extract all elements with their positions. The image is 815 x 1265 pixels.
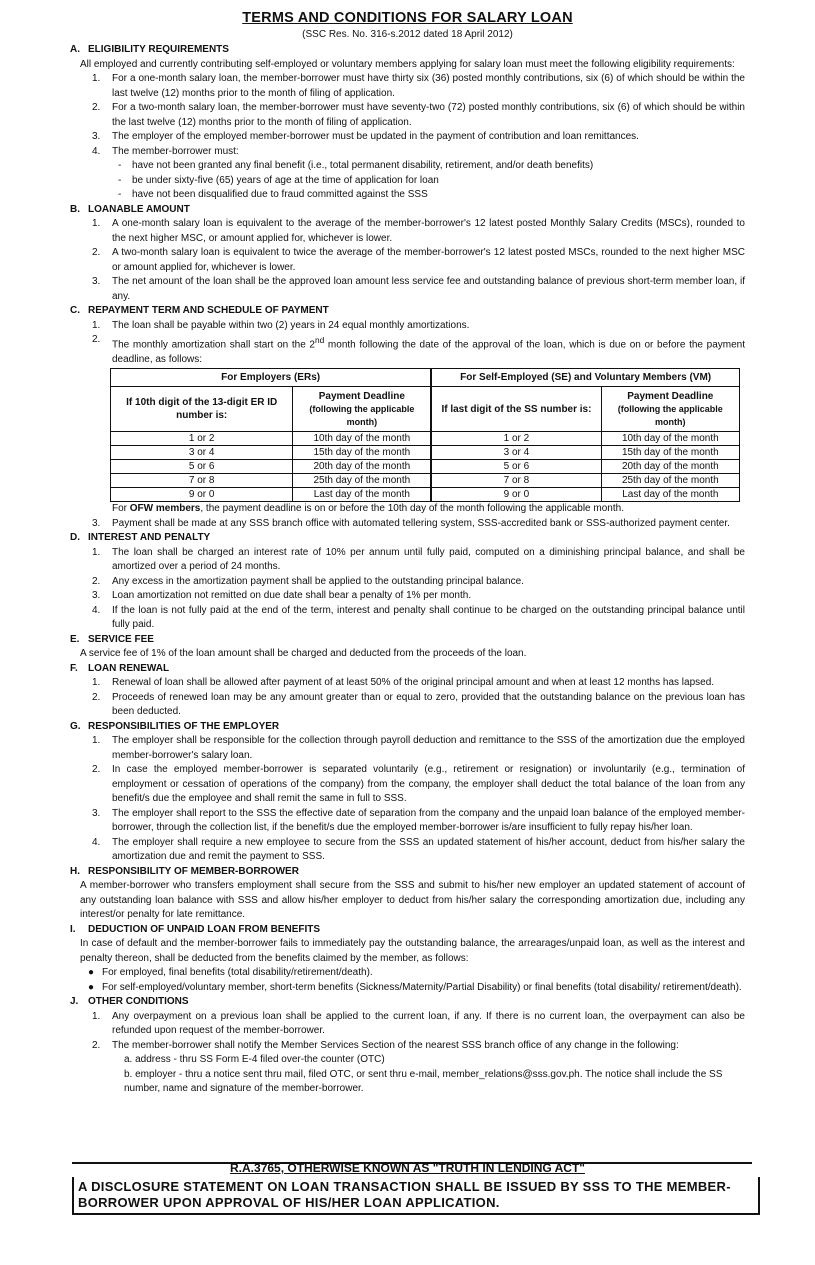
payment-schedule-table [110, 368, 740, 502]
list-item: - be under sixty-five (65) years of age at the time of application for loan [118, 174, 439, 186]
section-d-heading: D. INTEREST AND PENALTY [70, 532, 211, 544]
section-a-list [70, 72, 745, 159]
column-header-se-digit: If last digit of the SS number is: [431, 387, 601, 432]
section-c-list-cont [70, 517, 745, 532]
section-c-heading: C. REPAYMENT TERM AND SCHEDULE OF PAYMENT [70, 305, 329, 316]
section-e-text: A service fee of 1% of the loan amount shall be charged and deducted from the proceeds of the loan. [80, 648, 527, 660]
document-subtitle: (SSC Res. No. 316-s.2012 dated 18 April 2012) [302, 29, 513, 40]
list-item: 3. Payment shall be made at any SSS branch office with automated tellering system, SSS-accredited bank or SSS-authorized payment center. [92, 517, 730, 529]
section-j-list [70, 1010, 745, 1054]
list-item: 1. Any overpayment on a previous loan shall be applied to the current loan, if any. If there is no current loan, the overpayment can also be refunded upon request of the member-borrower. [92, 1010, 745, 1037]
section-j-sublist [70, 1053, 745, 1097]
section-d-list [70, 546, 745, 633]
section-c-list [70, 319, 745, 368]
list-item: 1. Renewal of loan shall be allowed after payment of at least 50% of the original principal amount and when at least 12 months has lapsed. [92, 677, 715, 689]
table-row: 7 or 8 25th day of the month 7 or 8 25th day of the month [111, 474, 740, 488]
section-a-intro: All employed and currently contributing self-employed or voluntary members applying for salary loan must meet the following eligibility requirements: [80, 58, 735, 70]
list-item: 2. The monthly amortization shall start on the 2nd month following the date of the approval of the loan, which is due on or before the payment deadline, as follows: [92, 334, 745, 365]
section-b-heading: B. LOANABLE AMOUNT [70, 203, 190, 215]
list-item: 1. For a one-month salary loan, the member-borrower must have thirty six (36) posted monthly contributions, six (6) of which should be within the last twelve (12) months prior to the month of filing of application. [92, 73, 745, 99]
column-header-deadline: Payment Deadline (following the applicable month) [601, 387, 739, 432]
section-h-text: A member-borrower who transfers employment shall secure from the SSS and submit to his/her new employer an updated statement of account of any outstanding loan balance with SSS and allow his/her employer to deduct from his/her salary the corresponding amortization due, including any interest/or penalty for late remittance. [80, 880, 745, 921]
list-item: ● For self-employed/voluntary member, short-term benefits (Sickness/Maternity/Partial Disability) or final benefits (total disability/ retirement/death). [88, 981, 742, 993]
list-item: 4. The member-borrower must: [92, 145, 239, 157]
list-item: 2. The member-borrower shall notify the Member Services Section of the nearest SSS branch office of any change in the following: [92, 1039, 679, 1051]
list-item: a. address - thru SS Form E-4 filed over-the counter (OTC) [124, 1054, 385, 1066]
section-i-heading: I. DEDUCTION OF UNPAID LOAN FROM BENEFITS [70, 923, 321, 935]
list-item: 2. In case the employed member-borrower is separated voluntarily (e.g., retirement or resignation) or involuntarily (e.g., termination of employment or cessation of operations of the company) from the company, the employer shall deduct the total balance of the loan from any benefit/s due the employee and shall remit the same in full to SSS. [92, 764, 745, 805]
list-item: 2. For a two-month salary loan, the member-borrower must have seventy-two (72) posted monthly contributions, six (6) of which should be within the last twelve (12) months prior to the month of filing of application. [92, 102, 745, 128]
section-i-text: In case of default and the member-borrower fails to immediately pay the outstanding balance, the arrearages/unpaid loan, as well as the interest and penalty thereon, shall be deducted from the benefits claimed by the member, as follows: [80, 938, 745, 964]
list-item: 1. The employer shall be responsible for the collection through payroll deduction and remittance to the SSS of the amortization due the employed member-borrower's salary loan. [92, 735, 745, 761]
list-item: 4. The employer shall require a new employee to secure from the SSS an updated statement of his/her account, deduct from his/her salary the amortization due and remit the payment to SSS. [92, 836, 745, 863]
column-header-er-digit: If 10th digit of the 13-digit ER ID number is: [111, 387, 293, 432]
list-item: b. employer - thru a notice sent thru mail, filed OTC, or sent thru e-mail, member_relations@sss.gov.ph. The notice shall include the SS number, name and signature of the member-borrower. [124, 1068, 723, 1095]
list-item: 3. The employer shall report to the SSS the effective date of separation from the company and the unpaid loan balance of the employed member-borrower, through the collection list, if the benefit/s due the employed member-borrower is/are insufficient to fully repay his/her loan. [92, 807, 745, 834]
section-f-list [70, 676, 745, 720]
list-item: - have not been granted any final benefit (i.e., total permanent disability, retirement, and/or death benefits) [118, 160, 594, 171]
section-g-heading: G. RESPONSIBILITIES OF THE EMPLOYER [70, 720, 280, 732]
member-must-list [70, 159, 745, 203]
list-item: 4. If the loan is not fully paid at the end of the term, interest and penalty shall continue to be charged on the outstanding principal balance until fully paid. [92, 604, 745, 631]
list-item: 1. The loan shall be charged an interest rate of 10% per annum until fully paid, computed on a diminishing principal balance, and shall be amortized over a period of 24 months. [92, 546, 745, 573]
list-item: 1. The loan shall be payable within two (2) years in 24 equal monthly amortizations. [92, 319, 470, 331]
table-group-employers: For Employers (ERs) [111, 369, 432, 387]
section-e-heading: E. SERVICE FEE [70, 633, 154, 645]
section-i-bullets [70, 966, 745, 995]
column-header-deadline: Payment Deadline (following the applicable month) [293, 387, 431, 432]
list-item: 1. A one-month salary loan is equivalent to the average of the member-borrower's 12 latest posted Monthly Salary Credits (MSCs), rounded to the next higher MSC, or amount applied for, whichever is lower. [92, 218, 745, 244]
document-title: TERMS AND CONDITIONS FOR SALARY LOAN [242, 10, 573, 26]
table-row: 5 or 6 20th day of the month 5 or 6 20th day of the month [111, 460, 740, 474]
section-a-heading: A. ELIGIBILITY REQUIREMENTS [70, 44, 229, 55]
list-item: 2. A two-month salary loan is equivalent to twice the average of the member-borrower's 12 latest posted MSCs, rounded to the next higher MSC or amount applied for, whichever is lower. [92, 247, 745, 273]
section-h-heading: H. RESPONSIBILITY OF MEMBER-BORROWER [70, 865, 299, 877]
table-row: 3 or 4 15th day of the month 3 or 4 15th day of the month [111, 446, 740, 460]
table-group-self-employed: For Self-Employed (SE) and Voluntary Members (VM) [431, 369, 739, 387]
list-item: 2. Any excess in the amortization payment shall be applied to the outstanding principal balance. [92, 575, 524, 587]
section-f-heading: F. LOAN RENEWAL [70, 662, 170, 674]
document-body [70, 43, 745, 1097]
list-item: 3. The employer of the employed member-borrower must be updated in the payment of contribution and loan remittances. [92, 131, 639, 142]
section-j-heading: J. OTHER CONDITIONS [70, 996, 189, 1008]
list-item: - have not been disqualified due to fraud committed against the SSS [118, 189, 428, 200]
disclosure-statement: A DISCLOSURE STATEMENT ON LOAN TRANSACTION SHALL BE ISSUED BY SSS TO THE MEMBER-BORROWER UPON APPROVAL OF HIS/HER LOAN APPLICATION. [72, 1177, 760, 1215]
ofw-note: For OFW members, the payment deadline is on or before the 10th day of the month following the applicable month. [112, 503, 624, 515]
section-b-list [70, 217, 745, 304]
list-item: 3. Loan amortization not remitted on due date shall bear a penalty of 1% per month. [92, 590, 472, 602]
table-row: 9 or 0 Last day of the month 9 or 0 Last day of the month [111, 488, 740, 502]
list-item: 2. Proceeds of renewed loan may be any amount greater than or equal to zero, provided that the outstanding balance on the previous loan has been deducted. [92, 691, 745, 718]
list-item: ● For employed, final benefits (total disability/retirement/death). [88, 967, 373, 979]
table-row: 1 or 2 10th day of the month 1 or 2 10th day of the month [111, 432, 740, 446]
section-g-list [70, 734, 745, 865]
list-item: 3. The net amount of the loan shall be the approved loan amount less service fee and outstanding balance of previous short-term member loan, if any. [92, 276, 745, 302]
truth-in-lending-label: R.A.3765, OTHERWISE KNOWN AS "TRUTH IN LENDING ACT" [230, 1161, 585, 1175]
